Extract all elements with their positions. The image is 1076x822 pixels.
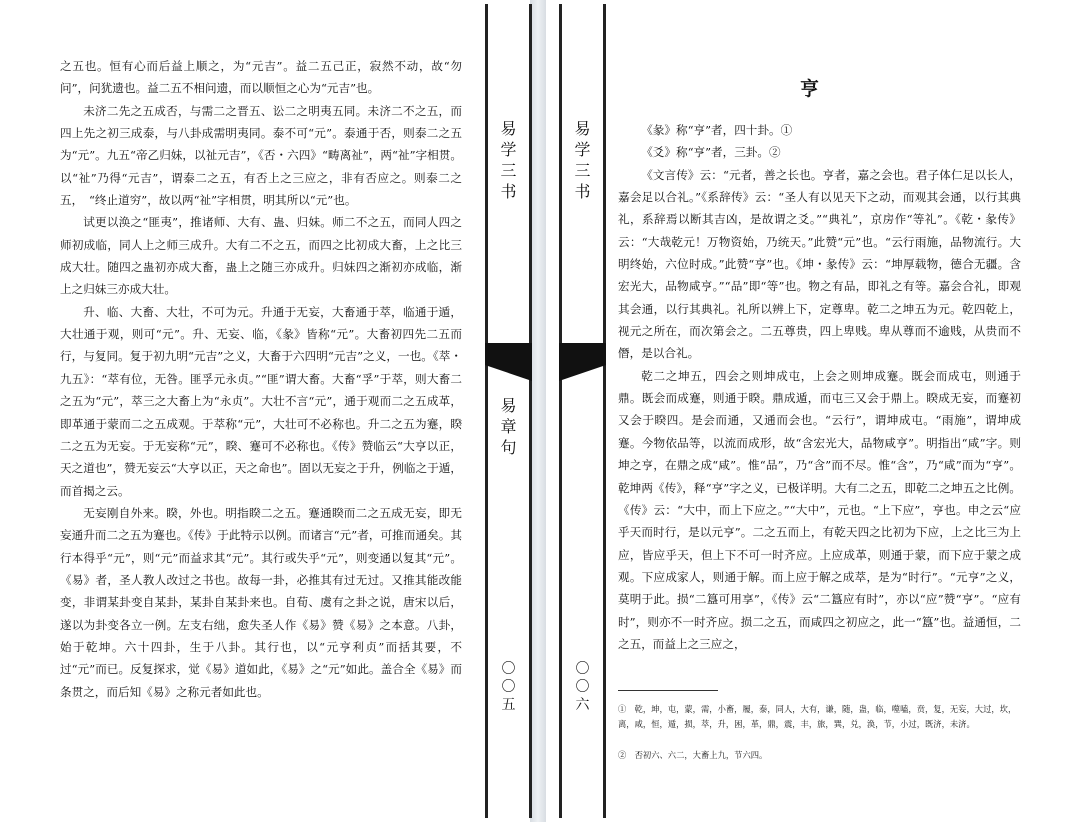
paragraph: 无妄刚自外来。睽，外也。明指睽二之五。蹇通睽而二之五成无妄，即无妄通升而二之五为蹇也。《传》于此特示以例。而诸言“元”者，可推而通矣。其行本得乎“元”，则“元”而益求其“元”。其行或失乎“元”，则变通以复其“元”。《易》者，圣人教人改过之书也。故每一卦，必推其有过无过。又推其能改能变，非谓某卦变自某卦，某卦自某卦来也。自荀、虞有之卦之说，唐宋以后，遂以为卦变各立一例。左支右绌，愈失圣人作《易》赞《易》之本意。八卦，始于乾坤。六十四卦，生于八卦。其行也，以“元亨利贞”而括其要，不过“元”而已。反复探求，觉《易》道如此，《易》之“元”如此。盖合全《易》而条贯之，而后知《易》之称元者如此也。 — [60, 505, 462, 699]
footnote-separator — [618, 690, 718, 691]
footnote: ① 乾，坤，屯，蒙，需，小畜，履，泰，同人，大有，谦，随，蛊，临，噬嗑，贲，复，无妄，大过，坎，离，咸，恒，遁，损，萃，升，困，革，鼎，震，丰，旅，巽，兑，涣，节，小过，既济，未济。 — [618, 704, 1017, 729]
running-book-title-text: 易学三书 — [500, 119, 517, 201]
fishtail-wedge — [485, 365, 532, 381]
left-page-body — [60, 55, 462, 703]
running-book-title — [562, 118, 603, 202]
running-chapter-title — [488, 395, 529, 458]
fishtail-block — [485, 343, 532, 365]
book-gutter — [530, 0, 546, 822]
right-page-body — [618, 119, 1021, 655]
margin-rule — [529, 4, 532, 818]
page-number-text: 〇〇五 — [501, 661, 516, 713]
paragraph: 未济二先之五成否，与需二之晋五、讼二之明夷五同。未济二不之五，而四上先之初三成泰，与八卦成需明夷同。泰不可“元”。泰通于否，则泰二之五为“元”。九五“帝乙归妹，以祉元吉”，《否・六四》“畴离祉”，两“祉”字相贯。以“祉”乃得“元吉”，谓泰二之五，有否上之三应之，非有否应之。则泰二之五， “终止道穷”，故以两“祉”字相贯，明其所以“元”也。 — [60, 103, 462, 208]
running-chapter-title-text: 易章句 — [500, 396, 517, 457]
right-margin-strip — [559, 0, 606, 822]
fishtail-block — [559, 343, 606, 365]
paragraph: 《爻》称“亨”者，三卦。② — [641, 145, 781, 160]
running-book-title — [488, 118, 529, 202]
page-number — [488, 660, 529, 714]
page-number — [562, 660, 603, 714]
running-book-title-text: 易学三书 — [574, 119, 591, 201]
left-margin-strip — [485, 0, 532, 822]
paragraph: 《文言传》云：“元者，善之长也。亨者，嘉之会也。君子体仁足以长人，嘉会足以合礼。”《系辞传》云：“圣人有以见天下之动，而观其会通，以行其典礼，系辞焉以断其吉凶，是故谓之爻。”“典礼”，京房作“等礼”。《乾・彖传》云：“大哉乾元！万物资始，乃统天。”此赞“元”也。“云行雨施，品物流行。大明终始，六位时成。”此赞“亨”也。《坤・彖传》云：“坤厚载物，德合无疆。含宏光大，品物咸亨。”“品”即“等”也。物之有品，即礼之有等。嘉会合礼，即观其会通，以行其典礼。礼所以辨上下，定尊卑。乾二之坤五为元。乾四乾上，视元之所在，而次第会之。二五尊贵，四上卑贱。卑从尊而不逾贱，从贵而不僭，是以合礼。 — [618, 167, 1021, 361]
section-heading: 亨 — [800, 78, 820, 100]
paragraph: 乾二之坤五，四会之则坤成屯，上会之则坤成蹇。既会而成屯，则通于鼎。既会而成蹇，则通于睽。鼎成遁，而屯三又会于鼎上。睽成无妄，而蹇初又会于睽四。是会而通，又通而会也。“云行”，谓坤成屯。“雨施”，谓坤成蹇。今物依品等，以流而成形，故“含宏光大，品物咸亨”。明指出“咸”字。则坤之亨，在鼎之成“咸”。惟“品”，乃“含”而不尽。惟“含”，乃“咸”而为“亨”。乾坤两《传》，释“亨”字之义，已极详明。大有二之五，即乾二之坤五之比例。《传》云：“大中，而上下应之。”“大中”，元也。“上下应”，亨也。申之云“应乎天而时行，是以元亨”。二之五而上，有乾天四之比初为下应，上之比三为上应，皆应乎天，但上下不可一时齐应。上应成革，则通于蒙，而下应于蒙之成观。下应成家人，则通于解。而上应于解之成萃，是为“时行”。“元亨”之义，莫明于此。损“二簋可用享”，《传》云“二簋应有时”，亦以“应”赞“亨”。“应有时”，则亦不一时齐应。损二之五，而咸四之初应之，此一“簋”也。益通恒，二之五，而益上之三应之， — [618, 368, 1021, 651]
fishtail-wedge — [559, 365, 606, 381]
paragraph: 升、临、大畜、大壮，不可为元。升通于无妄，大畜通于萃，临通于遁，大壮通于观，则可“元”。升、无妄、临，《彖》皆称“元”。大畜初四先二五而行，与复同。复于初九明“元吉”之义，大畜于六四明“元吉”之义，一也。《萃・九五》：“萃有位，无咎。匪孚元永贞。”“匪”谓大畜。大畜“孚”于萃，则大畜二之五为“元”，萃三之大畜上为“永贞”。大壮不言“元”，通于观而二之五成革，即革通于蒙而二之五成观。于萃称“元”，大壮可不必称也。升二之五为蹇，睽二之五为无妄。于无妄称“元”，睽、蹇可不必称也。《传》赞临云“大亨以正，天之道也”，赞无妄云“大亨以正，天之命也”。固以无妄之于升，例临之于遁，而首揭之云。 — [60, 304, 462, 498]
paragraph: 之五也。恒有心而后益上顺之，为“元吉”。益二五己正，寂然不动，故“勿问”，问犹遗也。益二五不相问遗，而以顺恒之心为“元吉”也。 — [60, 59, 462, 96]
paragraph: 《彖》称“亨”者，四十卦。① — [641, 123, 793, 137]
footnote: ② 否初六、六二，大畜上九，节六四。 — [618, 750, 768, 760]
page-number-text: 〇〇六 — [575, 661, 590, 713]
margin-rule — [603, 4, 606, 818]
paragraph: 试更以涣之“匪夷”，推诸师、大有、蛊、归妹。师二不之五，而同人四之师初成临，同人上之师三成升。大有二不之五，而四之比初成大畜，上之比三成大壮。随四之蛊初亦成大畜，蛊上之随三亦成升。归妹四之渐初亦成临，渐上之归妹三亦成大壮。 — [60, 215, 462, 297]
